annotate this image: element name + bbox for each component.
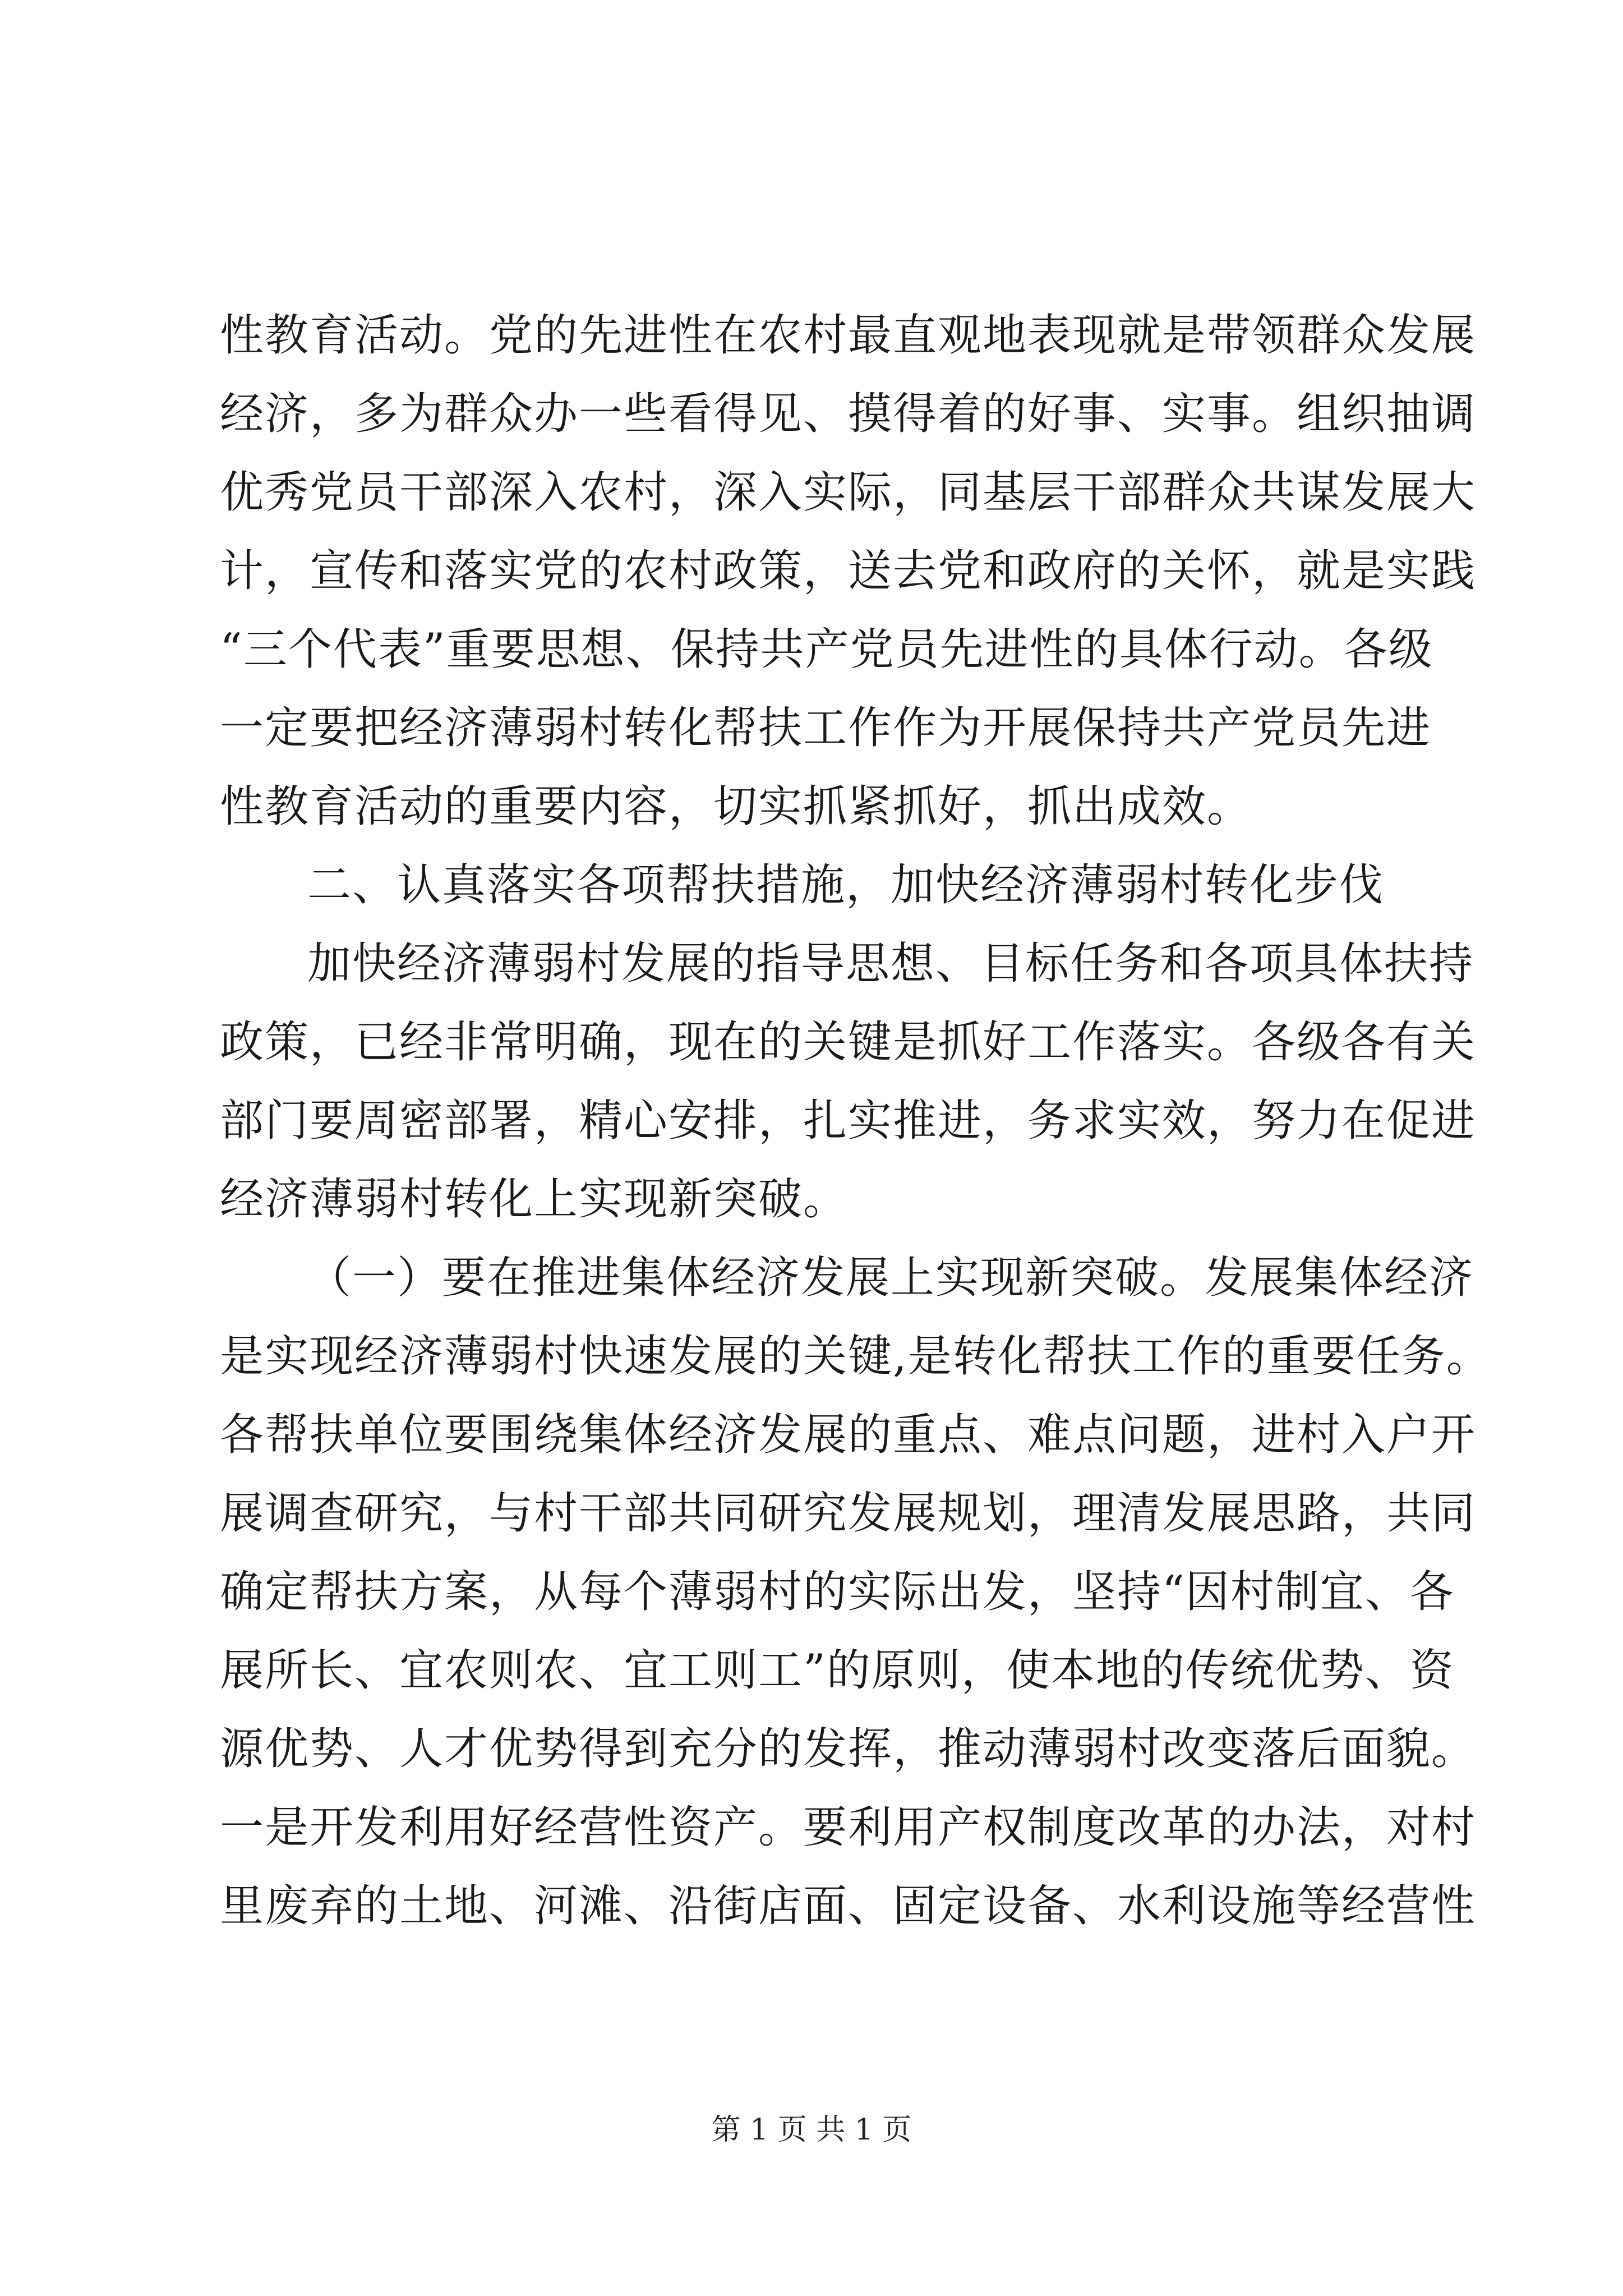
text-line: 计，宣传和落实党的农村政策，送去党和政府的关怀，就是实践 — [220, 546, 1477, 596]
text-line: 一是开发利用好经营性资产。要利用产权制度改革的办法，对村 — [220, 1802, 1477, 1853]
text-line: “三个代表”重要思想、保持共产党员先进性的具体行动。各级 — [220, 624, 1433, 675]
text-line: 一定要把经济薄弱村转化帮扶工作作为开展保持共产党员先进 — [220, 703, 1432, 753]
text-line: 是实现经济薄弱村快速发展的关键,是转化帮扶工作的重要任务。 — [220, 1331, 1491, 1382]
text-line: 政策，已经非常明确，现在的关键是抓好工作落实。各级各有关 — [220, 1017, 1477, 1068]
page-number-footer: 第 1 页 共 1 页 — [711, 2113, 912, 2147]
text-line: （一）要在推进集体经济发展上实现新突破。发展集体经济 — [307, 1253, 1474, 1303]
text-line: 性教育活动。党的先进性在农村最直观地表现就是带领群众发展 — [220, 310, 1477, 361]
text-line: 优秀党员干部深入农村，深入实际，同基层干部群众共谋发展大 — [220, 467, 1477, 518]
text-line: 展调查研究，与村干部共同研究发展规划，理清发展思路，共同 — [220, 1488, 1477, 1539]
text-line: 确定帮扶方案，从每个薄弱村的实际出发，坚持“因村制宜、各 — [220, 1567, 1455, 1617]
text-line: 源优势、人才优势得到充分的发挥，推动薄弱村改变落后面貌。 — [220, 1724, 1477, 1774]
text-line: 展所长、宜农则农、宜工则工”的原则，使本地的传统优势、资 — [220, 1645, 1455, 1696]
text-line: 经济薄弱村转化上实现新突破。 — [220, 1174, 849, 1225]
text-line: 里废弃的土地、河滩、沿街店面、固定设备、水利设施等经营性 — [220, 1881, 1477, 1931]
document-body — [220, 296, 1491, 1945]
text-line: 加快经济薄弱村发展的指导思想、目标任务和各项具体扶持 — [307, 938, 1474, 989]
text-line: 经济，多为群众办一些看得见、摸得着的好事、实事。组织抽调 — [220, 389, 1477, 439]
section-heading: 二、认真落实各项帮扶措施，加快经济薄弱村转化步伐 — [307, 860, 1385, 910]
text-line: 性教育活动的重要内容，切实抓紧抓好，抓出成效。 — [220, 781, 1252, 832]
text-line: 部门要周密部署，精心安排，扎实推进，务求实效，努力在促进 — [220, 1096, 1477, 1146]
text-line: 各帮扶单位要围绕集体经济发展的重点、难点问题，进村入户开 — [220, 1410, 1477, 1460]
